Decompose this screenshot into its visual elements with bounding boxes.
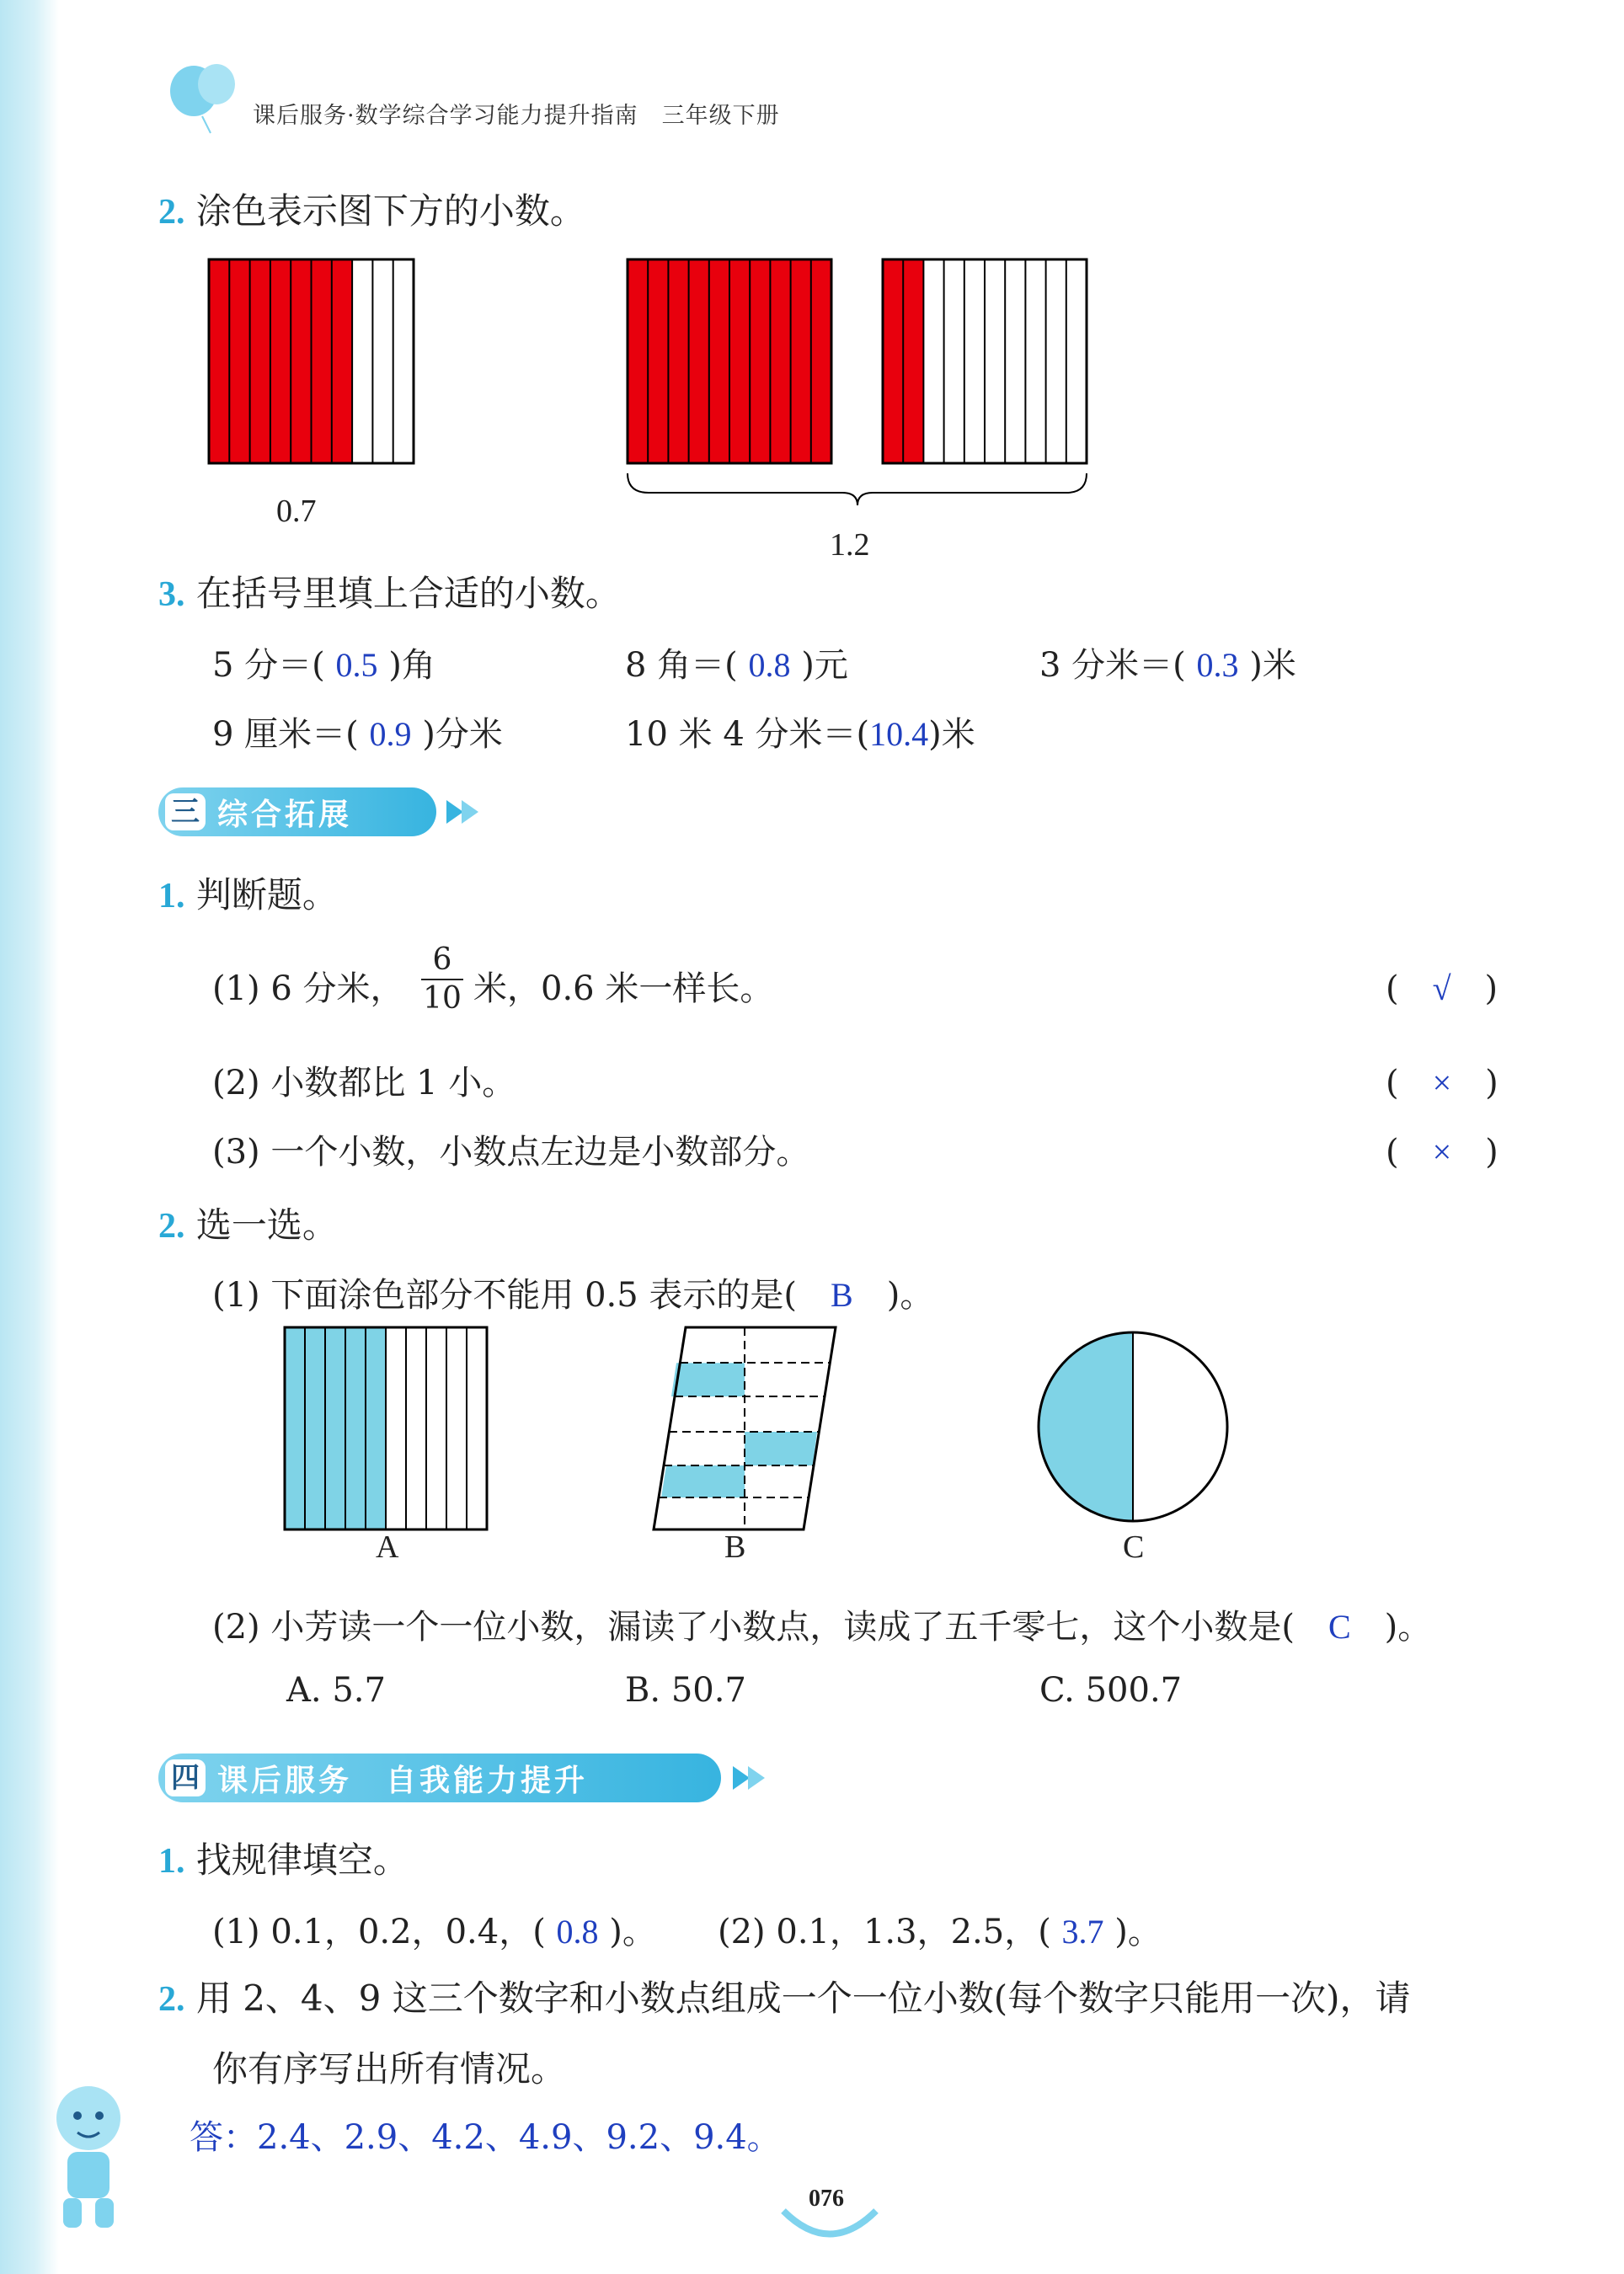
answer: 0.9 — [369, 715, 412, 753]
question-number: 1. — [158, 1842, 185, 1881]
figure-c — [1039, 1332, 1227, 1521]
choose-sub2: (2) 小芳读一个一位小数，漏读了小数点，读成了五千零七，这个小数是( C )。 — [212, 1608, 1432, 1647]
question-2 — [158, 184, 585, 234]
judge-answer-1: ( √ ) — [1386, 969, 1498, 1008]
tenths-grid-b1 — [628, 259, 831, 463]
brace — [628, 473, 1087, 505]
figure-label-c: C — [1123, 1529, 1145, 1565]
digits-question-line2: 你有序写出所有情况。 — [212, 2048, 567, 2090]
judge-item-1: (1) 6 分米， — [212, 969, 404, 1008]
digits-question — [158, 1971, 1523, 2021]
question-3 — [158, 566, 621, 617]
left-decorative-bar — [0, 0, 59, 2274]
arrow-right-icon — [731, 1763, 773, 1793]
question-prompt: 找规律填空。 — [195, 1839, 409, 1881]
question-number: 2. — [158, 193, 185, 232]
q3-row1-item1: 5 分＝( 0.5 )角 — [212, 646, 435, 685]
label-0.7: 0.7 — [276, 494, 317, 529]
page-number-decoration — [779, 2207, 880, 2249]
pattern-question — [158, 1833, 409, 1883]
judge-item-2: (2) 小数都比 1 小。 — [212, 1064, 516, 1102]
judge-item-1-tail: 米，0.6 米一样长。 — [473, 969, 774, 1008]
header-title: 课后服务·数学综合学习能力提升指南 三年级下册 — [253, 103, 780, 129]
question-prompt: 选一选。 — [195, 1204, 338, 1246]
question-number: 2. — [158, 1207, 185, 1246]
question-prompt: 用 2、4、9 这三个数字和小数点组成一个一位小数(每个数字只能用一次)，请 — [195, 1978, 1411, 2019]
tenths-grid-a — [209, 259, 414, 463]
figure-b — [654, 1327, 836, 1529]
answer: 0.8 — [748, 646, 791, 684]
answer: 0.3 — [1196, 646, 1239, 684]
judge-answer-3: ( × ) — [1386, 1133, 1498, 1172]
section-header-4: 四 课后服务 自我能力提升 — [158, 1754, 721, 1802]
fraction-6-10: 6 10 — [421, 942, 463, 1017]
choose-sub1: (1) 下面涂色部分不能用 0.5 表示的是( B )。 — [212, 1276, 934, 1315]
judge-question — [158, 867, 338, 918]
judge-answer-2: ( × ) — [1386, 1064, 1498, 1102]
question-prompt: 在括号里填上合适的小数。 — [195, 573, 621, 614]
pattern-1: (1) 0.1，0.2，0.4，( 0.8 )。 — [212, 1913, 656, 1951]
question-number: 3. — [158, 575, 185, 614]
q3-row1-item3: 3 分米＝( 0.3 )米 — [1039, 646, 1296, 685]
figure-label-a: A — [376, 1529, 399, 1565]
choice-figures — [278, 1321, 1247, 1548]
q3-row2-item2: 10 米 4 分米＝(10.4)米 — [625, 715, 975, 754]
figure-a — [285, 1327, 487, 1529]
option-c: C. 500.7 — [1039, 1671, 1183, 1710]
question-prompt: 涂色表示图下方的小数。 — [195, 190, 585, 232]
pattern-2: (2) 0.1，1.3，2.5，( 3.7 )。 — [718, 1913, 1162, 1951]
decimal-shading-figure — [202, 253, 1103, 564]
figure-label-b: B — [724, 1529, 746, 1565]
balloon-logo-icon — [164, 59, 248, 135]
q3-row2-item1: 9 厘米＝( 0.9 )分米 — [212, 715, 503, 754]
child-mascot-icon — [34, 2072, 143, 2240]
digits-answer: 答：2.4、2.9、4.2、4.9、9.2、9.4。 — [190, 2118, 781, 2157]
question-prompt: 判断题。 — [195, 874, 338, 915]
choose-question — [158, 1198, 338, 1248]
label-1.2: 1.2 — [830, 527, 870, 563]
option-b: B. 50.7 — [625, 1671, 746, 1710]
section-header-3: 三 综合拓展 — [158, 787, 436, 836]
option-a: A. 5.7 — [286, 1671, 386, 1710]
answer: 0.5 — [335, 646, 378, 684]
tenths-grid-b2 — [883, 259, 1087, 463]
page-number: 076 — [809, 2186, 844, 2212]
question-number: 2. — [158, 1980, 185, 2019]
question-number: 1. — [158, 877, 185, 915]
judge-item-3: (3) 一个小数，小数点左边是小数部分。 — [212, 1133, 810, 1172]
q3-row1-item2: 8 角＝( 0.8 )元 — [625, 646, 848, 685]
answer: 10.4 — [869, 715, 929, 753]
arrow-right-icon — [445, 797, 487, 827]
